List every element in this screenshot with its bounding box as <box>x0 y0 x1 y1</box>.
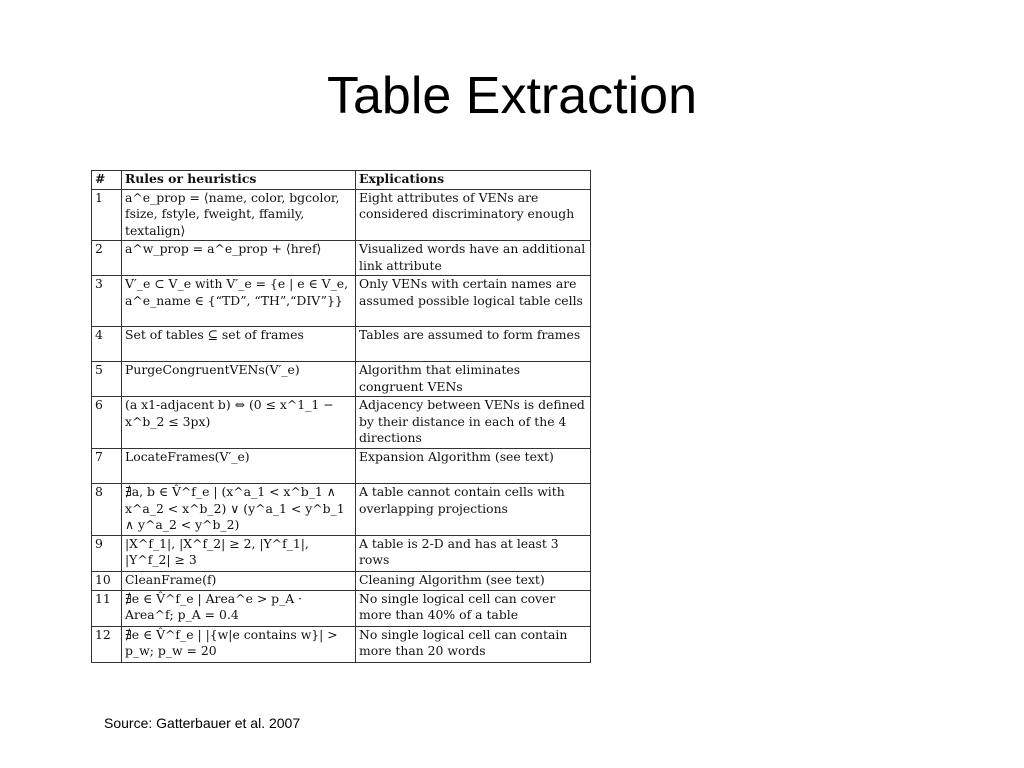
header-explications: Explications <box>356 171 591 190</box>
rule-cell: a^e_prop = ⟨name, color, bgcolor, fsize, fstyle, fweight, ffamily, textalign⟩ <box>122 189 356 241</box>
rule-cell: |X^f_1|, |X^f_2| ≥ 2, |Y^f_1|, |Y^f_2| ≥ 3 <box>122 535 356 571</box>
table-row <box>92 189 591 241</box>
row-number: 12 <box>92 626 122 662</box>
explication-cell: No single logical cell can contain more than 20 words <box>356 626 591 662</box>
row-number: 3 <box>92 276 122 327</box>
explication-cell: Adjacency between VENs is defined by their distance in each of the 4 directions <box>356 397 591 449</box>
source-citation: Source: Gatterbauer et al. 2007 <box>104 715 301 731</box>
row-number: 4 <box>92 327 122 362</box>
rule-cell: Set of tables ⊆ set of frames <box>122 327 356 362</box>
table-row <box>92 397 591 449</box>
explication-cell: Algorithm that eliminates congruent VENs <box>356 362 591 397</box>
row-number: 1 <box>92 189 122 241</box>
rule-cell: CleanFrame(f) <box>122 571 356 590</box>
table-row <box>92 484 591 536</box>
explication-cell: Visualized words have an additional link attribute <box>356 241 591 276</box>
explication-cell: A table cannot contain cells with overlapping projections <box>356 484 591 536</box>
row-number: 5 <box>92 362 122 397</box>
table-row <box>92 590 591 626</box>
table-row <box>92 327 591 362</box>
table-row <box>92 276 591 327</box>
rule-cell: ∄e ∈ V̂^f_e | |{w|e contains w}| > p_w; p_w = 20 <box>122 626 356 662</box>
row-number: 6 <box>92 397 122 449</box>
row-number: 2 <box>92 241 122 276</box>
table-row <box>92 449 591 484</box>
table-row <box>92 626 591 662</box>
rule-cell: PurgeCongruentVENs(V′_e) <box>122 362 356 397</box>
header-number: # <box>92 171 122 190</box>
rule-cell: a^w_prop = a^e_prop + ⟨href⟩ <box>122 241 356 276</box>
rule-cell: LocateFrames(V′_e) <box>122 449 356 484</box>
row-number: 7 <box>92 449 122 484</box>
rules-table <box>91 170 591 663</box>
table-row <box>92 241 591 276</box>
rule-cell: V′_e ⊂ V_e with V′_e = {e | e ∈ V_e, a^e_name ∈ {“TD”, “TH”,“DIV”}} <box>122 276 356 327</box>
table-row <box>92 571 591 590</box>
row-number: 9 <box>92 535 122 571</box>
rule-cell: (a x1-adjacent b) ⇔ (0 ≤ x^1_1 − x^b_2 ≤ 3px) <box>122 397 356 449</box>
explication-cell: Tables are assumed to form frames <box>356 327 591 362</box>
explication-cell: A table is 2-D and has at least 3 rows <box>356 535 591 571</box>
row-number: 8 <box>92 484 122 536</box>
explication-cell: Only VENs with certain names are assumed possible logical table cells <box>356 276 591 327</box>
header-rules: Rules or heuristics <box>122 171 356 190</box>
explication-cell: No single logical cell can cover more than 40% of a table <box>356 590 591 626</box>
explication-cell: Expansion Algorithm (see text) <box>356 449 591 484</box>
rule-cell: ∄e ∈ V̂^f_e | Area^e > p_A · Area^f; p_A = 0.4 <box>122 590 356 626</box>
table-row <box>92 362 591 397</box>
row-number: 10 <box>92 571 122 590</box>
explication-cell: Cleaning Algorithm (see text) <box>356 571 591 590</box>
rule-cell: ∄a, b ∈ V̂^f_e | (x^a_1 < x^b_1 ∧ x^a_2 < x^b_2) ∨ (y^a_1 < y^b_1 ∧ y^a_2 < y^b_2) <box>122 484 356 536</box>
slide-title: Table Extraction <box>327 67 697 125</box>
rules-table-figure <box>91 170 590 663</box>
explication-cell: Eight attributes of VENs are considered discriminatory enough <box>356 189 591 241</box>
table-row <box>92 535 591 571</box>
table-header-row <box>92 171 591 190</box>
row-number: 11 <box>92 590 122 626</box>
